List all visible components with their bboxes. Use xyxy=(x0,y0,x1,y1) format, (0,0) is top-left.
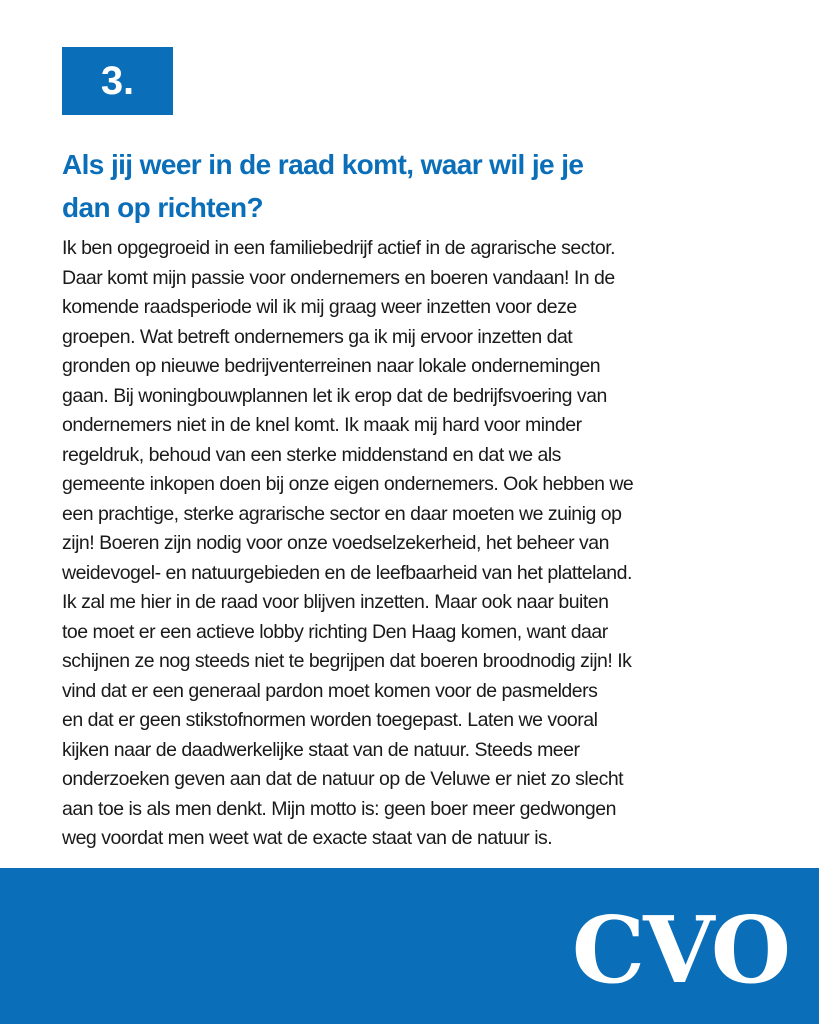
answer-line: en dat er geen stikstofnormen worden toegepast. Laten we vooral xyxy=(62,709,598,731)
answer-line: een prachtige, sterke agrarische sector en daar moeten we zuinig op xyxy=(62,502,622,525)
footer-bar xyxy=(0,868,819,1024)
answer-line: vind dat er een generaal pardon moet komen voor de pasmelders xyxy=(62,679,598,702)
answer-line: gronden op nieuwe bedrijventerreinen naar lokale ondernemingen xyxy=(62,355,601,377)
answer-text xyxy=(62,234,782,854)
answer-line: weg voordat men weet wat de exacte staat van de natuur is. xyxy=(62,827,553,849)
question-heading xyxy=(62,143,762,229)
answer-line: groepen. Wat betreft ondernemers ga ik mij ervoor inzetten dat xyxy=(62,325,573,348)
answer-line: aan toe is als men denkt. Mijn motto is: geen boer meer gedwongen xyxy=(62,797,616,820)
heading-line: Als jij weer in de raad komt, waar wil je je xyxy=(62,149,584,180)
answer-line: komende raadsperiode wil ik mij graag weer inzetten voor deze xyxy=(62,296,577,318)
answer-line: Ik zal me hier in de raad voor blijven inzetten. Maar ook naar buiten xyxy=(62,591,609,613)
answer-line: kijken naar de daadwerkelijke staat van de natuur. Steeds meer xyxy=(62,738,580,761)
heading-line: dan op richten? xyxy=(62,192,264,223)
answer-line: weidevogel- en natuurgebieden en de leefbaarheid van het platteland. xyxy=(62,561,632,584)
cvo-logo: CVO xyxy=(571,896,789,1004)
answer-line: schijnen ze nog steeds niet te begrijpen dat boeren broodnodig zijn! Ik xyxy=(62,650,632,672)
answer-line: ondernemers niet in de knel komt. Ik maak mij hard voor minder xyxy=(62,414,582,436)
answer-line: regeldruk, behoud van een sterke middenstand en dat we als xyxy=(62,443,561,466)
answer-line: toe moet er een actieve lobby richting Den Haag komen, want daar xyxy=(62,620,608,643)
answer-line: Ik ben opgegroeid in een familiebedrijf actief in de agrarische sector. xyxy=(62,237,616,259)
question-number-badge: 3. xyxy=(62,47,173,115)
answer-line: zijn! Boeren zijn nodig voor onze voedselzekerheid, het beheer van xyxy=(62,532,609,554)
answer-line: onderzoeken geven aan dat de natuur op de Veluwe er niet zo slecht xyxy=(62,768,624,790)
answer-line: Daar komt mijn passie voor ondernemers en boeren vandaan! In de xyxy=(62,266,615,289)
answer-line: gaan. Bij woningbouwplannen let ik erop dat de bedrijfsvoering van xyxy=(62,384,607,407)
answer-line: gemeente inkopen doen bij onze eigen ondernemers. Ook hebben we xyxy=(62,473,634,495)
